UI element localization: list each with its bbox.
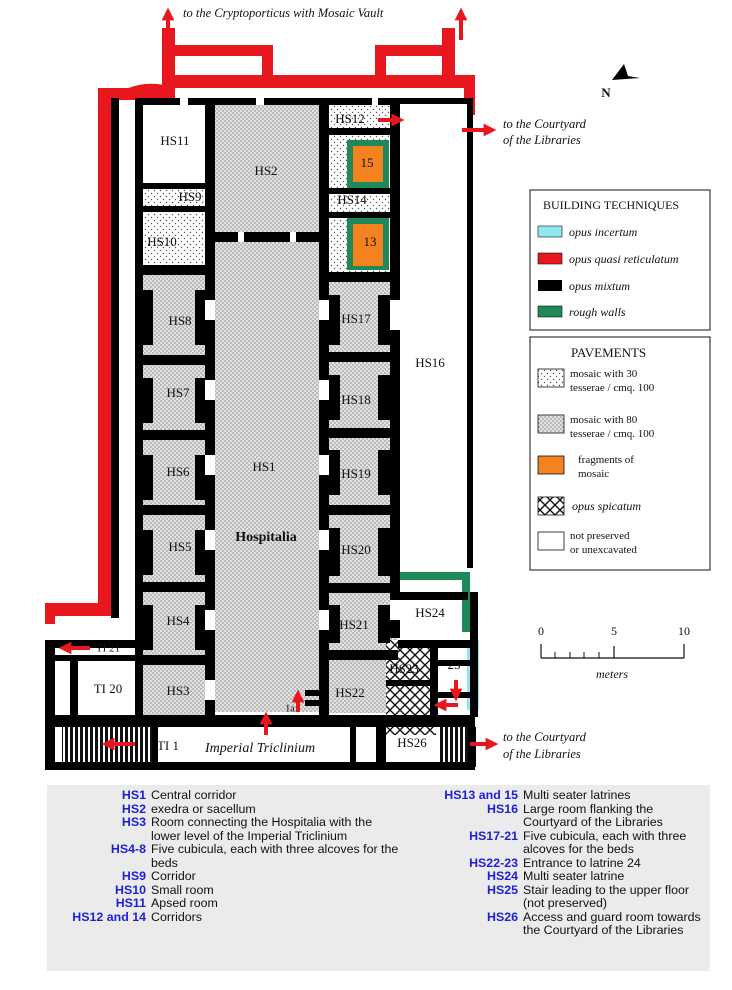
label-hs7: HS7	[166, 384, 190, 400]
label-hs21: HS21	[339, 616, 369, 632]
label-hs13: 13	[363, 233, 377, 249]
annotation-courtyard-lower-2: of the Libraries	[503, 747, 581, 761]
annotation-courtyard-upper-2: of the Libraries	[503, 133, 581, 147]
scale-bar	[538, 624, 690, 681]
swatch-opus-spicatum	[538, 497, 564, 515]
svg-text:fragments of: fragments of	[578, 454, 634, 466]
label-hs19: HS19	[341, 465, 371, 481]
label-hs1: HS1	[252, 458, 276, 474]
svg-text:N: N	[601, 84, 611, 100]
key-row	[397, 803, 701, 830]
key-description: Central corridor	[151, 788, 237, 802]
key-description: Apsed room	[151, 896, 218, 910]
label-hs18: HS18	[341, 391, 371, 407]
key-row	[397, 884, 701, 911]
swatch-mosaic-80	[538, 415, 564, 433]
label-hs25: 25	[447, 656, 461, 672]
key-row	[47, 789, 401, 803]
legend-opus-mixtum: opus mixtum	[569, 279, 630, 293]
key-description: exedra or sacellum	[151, 801, 256, 816]
key-code: HS24	[487, 869, 518, 883]
legend-opus-quasi-reticulatum: opus quasi reticulatum	[569, 252, 679, 266]
svg-text:mosaic with 80: mosaic with 80	[570, 414, 638, 426]
label-hs12: HS12	[335, 110, 365, 126]
key-row	[397, 857, 701, 871]
label-hs4: HS4	[166, 612, 190, 628]
key-description: Five cubicula, each with three alcoves for the beds	[523, 828, 687, 856]
swatch-opus-incertum	[538, 226, 562, 237]
key-code: HS25	[487, 882, 518, 897]
label-hs16: HS16	[415, 354, 445, 370]
key-row	[47, 884, 401, 898]
svg-text:or unexcavated: or unexcavated	[570, 544, 637, 556]
key-row	[47, 897, 401, 911]
swatch-rough-walls	[538, 306, 562, 317]
key-description: Small room	[151, 882, 214, 897]
svg-text:meters: meters	[596, 667, 628, 681]
key-code: HS10	[115, 882, 146, 897]
key-row	[47, 843, 401, 870]
key-description: Multi seater latrine	[523, 869, 625, 883]
key-right-column	[397, 789, 701, 938]
key-code: HS3	[121, 815, 146, 829]
key-description: Multi seater latrines	[523, 788, 631, 802]
key-row	[397, 789, 701, 803]
label-hs15: 15	[360, 154, 374, 170]
svg-text:5: 5	[611, 624, 617, 638]
label-ti1: TI 1	[156, 737, 180, 753]
legend-pavements	[530, 337, 710, 570]
svg-text:opus spicatum: opus spicatum	[572, 499, 641, 513]
key-code: HS4-8	[110, 842, 146, 856]
key-code: HS22-23	[469, 855, 518, 870]
svg-text:0: 0	[538, 624, 544, 638]
swatch-mosaic-fragments	[538, 456, 564, 474]
north-arrow-icon	[601, 64, 640, 100]
swatch-opus-mixtum	[538, 280, 562, 291]
key-row	[47, 870, 401, 884]
annotation-courtyard-lower-1: to the Courtyard	[503, 730, 586, 744]
swatch-not-preserved	[538, 532, 564, 550]
legend-opus-incertum: opus incertum	[569, 225, 638, 239]
label-hs3: HS3	[166, 682, 190, 698]
svg-text:10: 10	[678, 624, 690, 638]
label-hs9: HS9	[178, 188, 202, 204]
label-1a: 1a	[285, 703, 295, 715]
room-key-panel	[47, 785, 710, 971]
key-description: Stair leading to the upper floor (not preserved)	[523, 882, 690, 910]
key-code: HS26	[487, 909, 518, 924]
svg-text:tesserae / cmq. 100: tesserae / cmq. 100	[570, 382, 655, 394]
legend-rough-walls: rough walls	[569, 305, 626, 319]
legend-techniques-title: BUILDING TECHNIQUES	[543, 198, 680, 212]
key-row	[397, 830, 701, 857]
key-code: HS9	[121, 869, 146, 883]
key-code: HS2	[121, 801, 146, 816]
label-hs22: HS22	[335, 684, 365, 700]
label-hs11: HS11	[160, 132, 190, 148]
key-row	[47, 911, 401, 925]
key-description: Five cubicula, each with three alcoves for the beds	[151, 842, 399, 870]
swatch-opus-quasi-reticulatum	[538, 253, 562, 264]
label-hospitalia: Hospitalia	[235, 530, 297, 546]
key-code: HS12 and 14	[72, 909, 146, 924]
svg-text:mosaic with 30: mosaic with 30	[570, 368, 638, 380]
label-hs10: HS10	[147, 233, 177, 249]
legend-techniques	[530, 190, 710, 330]
label-hs14: HS14	[337, 191, 367, 207]
legend-pavements-title: PAVEMENTS	[571, 345, 647, 360]
svg-text:tesserae / cmq. 100: tesserae / cmq. 100	[570, 428, 655, 440]
key-description: Entrance to latrine 24	[523, 855, 641, 870]
key-row	[397, 870, 701, 884]
annotation-courtyard-upper-1: to the Courtyard	[503, 117, 586, 131]
key-code: HS17-21	[469, 828, 518, 843]
label-ti20: TI 20	[93, 680, 123, 696]
key-left-column	[47, 789, 401, 924]
key-description: Large room flanking the Courtyard of the Libraries	[523, 801, 663, 829]
key-row	[47, 803, 401, 817]
key-code: HS11	[115, 896, 146, 910]
label-hs2: HS2	[254, 162, 278, 178]
label-hs17: HS17	[341, 310, 371, 326]
label-hs20: HS20	[341, 541, 371, 557]
label-imperial-triclinium: Imperial Triclinium	[205, 741, 316, 756]
label-hs23: HS23	[389, 660, 419, 676]
label-hs26: HS26	[397, 734, 427, 750]
key-code: HS13 and 15	[444, 788, 518, 802]
key-row	[47, 816, 401, 843]
label-hs8: HS8	[168, 312, 192, 328]
svg-text:not preserved: not preserved	[570, 530, 630, 542]
label-hs5: HS5	[168, 538, 192, 554]
key-code: HS16	[487, 801, 518, 816]
key-description: Corridor	[151, 869, 196, 883]
key-description: Room connecting the Hospitalia with the lower level of the Imperial Triclinium	[151, 815, 373, 843]
label-ti21: TI 21	[95, 642, 121, 655]
svg-text:mosaic: mosaic	[578, 468, 610, 480]
label-hs6: HS6	[166, 463, 190, 479]
key-description: Access and guard room towards the Courtyard of the Libraries	[523, 909, 701, 937]
key-description: Corridors	[151, 909, 202, 924]
label-hs24: HS24	[415, 604, 445, 620]
swatch-mosaic-30	[538, 369, 564, 387]
key-row	[397, 911, 701, 938]
key-code: HS1	[121, 788, 146, 802]
annotation-cryptoporticus: to the Cryptoporticus with Mosaic Vault	[183, 6, 384, 20]
